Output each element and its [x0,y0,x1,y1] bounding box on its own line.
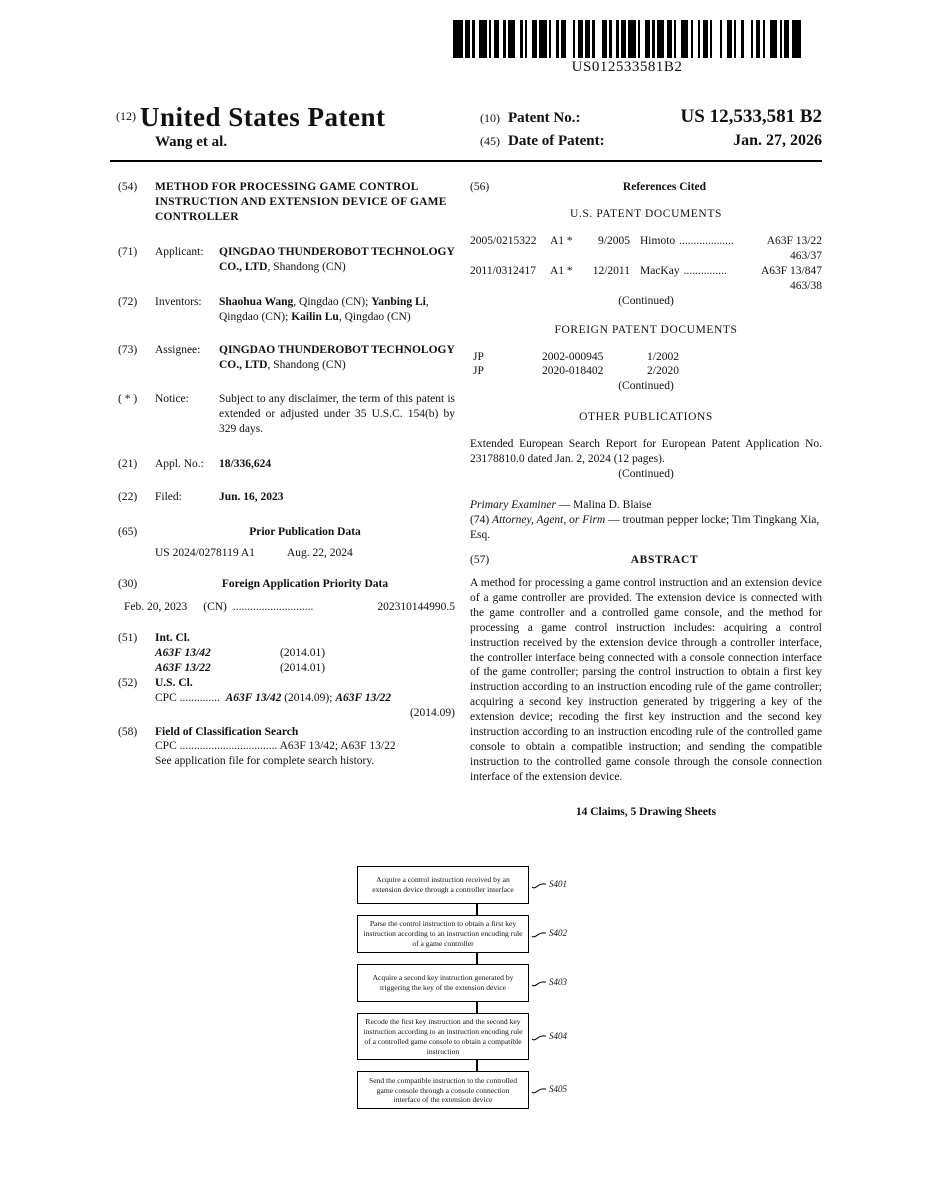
field-74: (74) [470,514,490,526]
connector-squiggle-icon [531,978,548,988]
field-search-label: Field of Classification Search [155,725,299,738]
section-filed [118,490,455,505]
date-code: (45) [480,134,500,148]
doc-number: 2020-018402 [542,365,604,378]
doc-number: 2005/0215322 [470,234,537,247]
inventors-value: Shaohua Wang, Qingdao (CN); Yanbing Li, Qingdao (CN); Kailin Lu, Qingdao (CN) [219,295,429,323]
filed-label: Filed: [155,491,182,504]
doc-country: JP [473,365,484,378]
inventor-shortname: Wang et al. [155,134,228,150]
inventor-name: Shaohua Wang [219,295,294,308]
field-71: (71) [118,245,138,258]
kind-code-number: (12) [116,109,136,123]
section-int-cl [118,631,455,646]
continued-note: (Continued) [618,380,674,393]
document-type: United States Patent [140,102,386,132]
foreign-priority-date: Feb. 20, 2023 [124,600,188,613]
date-label: Date of Patent: [508,133,605,149]
flow-step [357,915,567,953]
field-51: (51) [118,631,138,644]
flow-arrow-down [476,1002,477,1013]
foreign-doc-row [470,364,822,379]
prior-pub-doc: US 2024/0278119 A1 [155,547,255,560]
section-assignee [118,343,455,373]
field-search-cpc: CPC .................................. A63F 13/42; A63F 13/22 [155,740,396,753]
prior-pub-title: Prior Publication Data [249,526,361,539]
flowchart [357,866,597,1109]
dot-leader: ................... [679,234,734,247]
applicant-label: Applicant: [155,245,204,258]
doc-kind: A1 * [550,264,573,277]
filed-value: Jun. 16, 2023 [219,491,284,504]
references-title: References Cited [622,181,707,193]
foreign-priority-number: 202310144990.5 [377,600,455,613]
int-cl-row [155,646,455,661]
field-57: (57) [470,553,490,566]
claims-line: 14 Claims, 5 Drawing Sheets [575,805,717,818]
doc-number: 2002-000945 [542,350,604,363]
inventors-label: Inventors: [155,295,202,308]
attorney-name: — troutman pepper locke; Tim Tingkang Xia, Esq. [470,514,820,541]
foreign-doc-row [470,350,822,365]
dot-leader: ............................ [232,600,314,613]
patent-number: US 12,533,581 B2 [680,106,822,127]
doc-country: JP [473,350,484,363]
section-us-cl [118,676,455,691]
applicant-location: , Shandong (CN) [267,260,346,273]
flow-arrow-down [476,953,477,964]
header-right [480,106,822,154]
doc-date: 2/2020 [647,365,679,378]
int-cl-row [155,661,455,676]
connector-squiggle-icon [531,1032,548,1042]
applicant-value [219,245,455,275]
prior-pub-date: Aug. 22, 2024 [286,547,353,560]
us-cl-tail: (2014.09) [409,706,455,719]
us-cl-label: U.S. Cl. [155,676,193,689]
examiner-line [470,498,822,513]
assignee-value [219,343,455,373]
continued-note: (Continued) [618,468,674,481]
section-foreign-priority [118,577,455,592]
barcode-number: US012533581B2 [571,59,683,75]
abstract-text: A method for processing a game control instruction and an extension device of a game controller are provided. The extension device is connected with the game controller and a controlled game console, and the method for processing a game control instruction includes: acquiring a control instruction received by the extension device through a controller interface, the controller interface being connected with a console connection interface of the game controller; parsing the control instruction to obtain a first key instruction according to an instruction encoding rule of the game controller; acquiring a second key instruction generated by triggering a key of the extension device; recoding the first key instruction and the second key instruction according to an instruction encoding rule of the controlled game console to obtain a compatible instruction; and sending the compatible instruction to the controlled game console through the console connection interface of the extension device. [470,576,822,783]
field-73: (73) [118,343,138,356]
field-52: (52) [118,676,138,689]
doc-date: 1/2002 [647,350,679,363]
flow-step [357,866,567,904]
us-patent-docs-title: U.S. PATENT DOCUMENTS [570,207,722,220]
left-column [118,180,455,769]
dot-leader: ............... [683,264,727,277]
us-cl-code: A63F 13/22 [335,691,392,704]
doc-name: MacKay [640,264,680,277]
right-column [470,180,822,820]
field-search-note: See application file for complete search history. [155,755,375,768]
field-22: (22) [118,491,138,504]
flow-ref-label: S404 [531,1031,567,1043]
barcode-block [453,20,801,76]
doc-number: 2011/0312417 [470,264,537,277]
section-abstract [470,553,822,568]
section-notice [118,392,455,437]
invention-title: METHOD FOR PROCESSING GAME CONTROL INSTRUCTION AND EXTENSION DEVICE OF GAME CONTROLLER [155,181,447,223]
field-65: (65) [118,526,138,539]
field-58: (58) [118,725,138,738]
int-cl-label: Int. Cl. [155,631,190,644]
examiner-label: Primary Examiner [470,499,556,512]
appl-no-value: 18/336,624 [219,458,272,471]
attorney-label: Attorney, Agent, or Firm [492,514,606,526]
flow-box: Parse the control instruction to obtain a first key instruction according to an instruction encoding rule of a game controller [357,915,529,953]
flow-box: Recode the first key instruction and the second key instruction according to an instruction encoding rule of a controlled game console to obtain a compatible instruction [357,1013,529,1060]
connector-squiggle-icon [531,1085,548,1095]
flow-ref-label: S403 [531,977,567,989]
flow-arrow-down [476,1060,477,1071]
field-star: ( * ) [118,393,138,406]
us-patent-doc-row [470,234,822,249]
field-72: (72) [118,295,138,308]
field-30: (30) [118,578,138,590]
assignee-label: Assignee: [155,343,201,356]
section-applicant [118,245,455,275]
foreign-priority-title: Foreign Application Priority Data [221,578,389,590]
patent-no-label: Patent No.: [508,110,581,126]
doc-class: A63F 13/847 [760,264,822,277]
flow-ref-label: S401 [531,879,567,891]
appl-no-label: Appl. No.: [155,458,204,471]
field-21: (21) [118,458,138,471]
section-references [470,180,822,195]
notice-text: Subject to any disclaimer, the term of this patent is extended or adjusted under 35 U.S.C. 154(b) by 329 days. [219,393,455,436]
header-divider [110,160,822,162]
flow-ref-label: S402 [531,928,567,940]
int-cl-year: (2014.01) [280,661,326,674]
int-cl-code: A63F 13/22 [155,661,211,674]
doc-kind: A1 * [550,234,573,247]
int-cl-year: (2014.01) [280,646,326,659]
section-title [118,180,455,225]
us-cl-cpc-line: CPC .............. A63F 13/42 (2014.09); A63F 13/22 [155,691,392,704]
flow-step [357,1013,567,1060]
foreign-priority-row [118,600,455,615]
barcode-image [453,20,801,58]
section-inventors [118,295,455,325]
connector-squiggle-icon [531,880,548,890]
doc-class: A63F 13/22 [766,234,822,247]
doc-name: Himoto [640,234,676,247]
patent-no-code: (10) [480,111,500,125]
flow-step [357,964,567,1002]
assignee-location: , Shandong (CN) [267,358,346,371]
header-left [116,102,385,151]
foreign-priority-country: (CN) [203,600,227,613]
prior-pub-row [155,546,455,561]
flow-arrow-down [476,904,477,915]
applicant-name: QINGDAO THUNDEROBOT TECHNOLOGY CO., LTD [219,245,455,273]
flow-box: Acquire a control instruction received by an extension device through a controller interface [357,866,529,904]
foreign-docs-title: FOREIGN PATENT DOCUMENTS [554,323,738,336]
doc-date: 12/2011 [592,264,630,277]
field-56: (56) [470,181,490,193]
doc-class-cont: 463/37 [790,249,822,262]
section-appl-no [118,457,455,472]
section-prior-pub [118,525,455,540]
flow-box: Acquire a second key instruction generated by triggering the key of the extension device [357,964,529,1002]
section-field-search [118,725,455,740]
field-54: (54) [118,181,138,193]
inventor-name: Kailin Lu [291,310,339,323]
continued-note: (Continued) [618,294,674,307]
doc-date: 9/2005 [598,234,630,247]
doc-class-cont: 463/38 [790,279,822,292]
examiner-name: — Malina D. Blaise [555,499,652,512]
us-patent-doc-row [470,264,822,279]
attorney-line [470,513,822,543]
other-pubs-text: Extended European Search Report for European Patent Application No. 23178810.0 dated Jan. 2, 2024 (12 pages). [470,438,822,466]
assignee-name: QINGDAO THUNDEROBOT TECHNOLOGY CO., LTD [219,343,455,371]
notice-label: Notice: [155,393,189,406]
inventor-name: Yanbing Li [371,295,426,308]
abstract-title: ABSTRACT [630,553,699,566]
patent-date: Jan. 27, 2026 [733,132,822,149]
int-cl-code: A63F 13/42 [155,646,211,659]
flow-ref-label: S405 [531,1085,567,1097]
other-pubs-title: OTHER PUBLICATIONS [579,411,713,424]
flow-box: Send the compatible instruction to the controlled game console through a console connection interface of the extension device [357,1071,529,1109]
connector-squiggle-icon [531,929,548,939]
flow-step [357,1071,567,1109]
us-cl-code: A63F 13/42 [225,691,282,704]
